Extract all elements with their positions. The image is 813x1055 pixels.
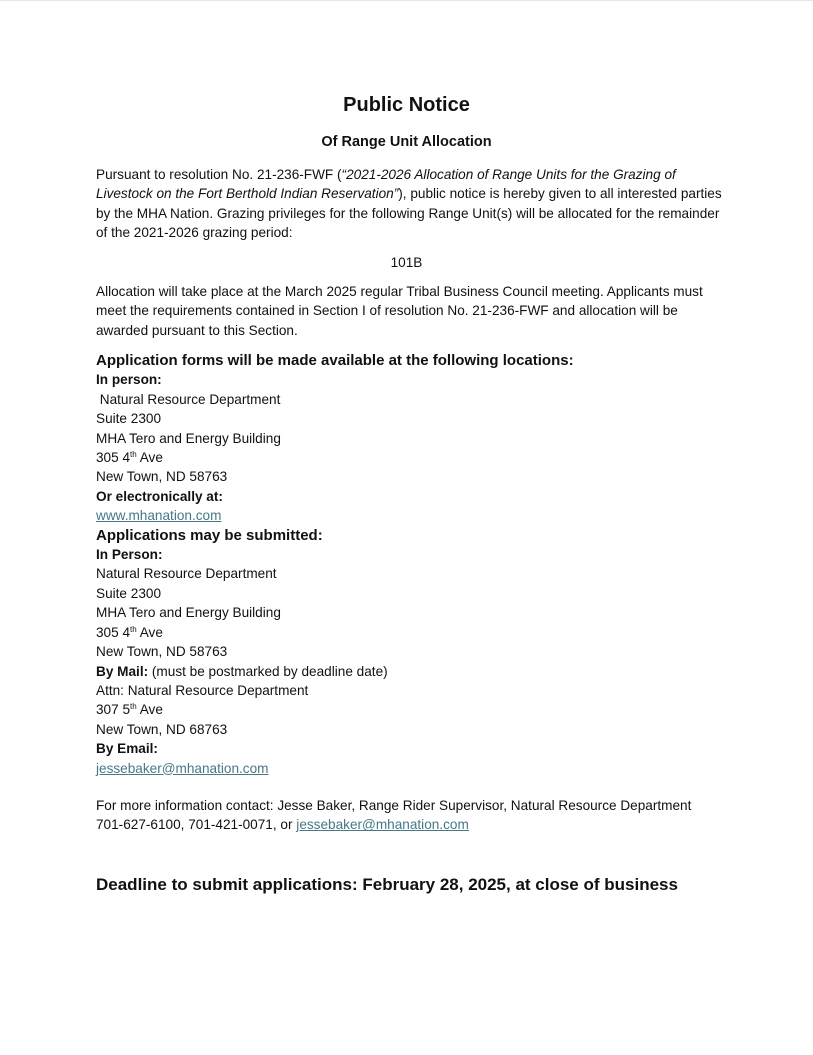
street-name: Ave <box>136 624 163 640</box>
mail-attn: Attn: Natural Resource Department <box>96 682 309 698</box>
deadline-notice: Deadline to submit applications: February 28, 2025, at close of business <box>96 875 678 894</box>
contact-email-link[interactable]: jessebaker@mhanation.com <box>296 817 469 833</box>
forms-city: New Town, ND 58763 <box>96 469 228 485</box>
in-person-label: In person: <box>96 372 162 388</box>
forms-section <box>96 351 726 778</box>
allocation-paragraph: Allocation will take place at the March 2025 regular Tribal Business Council meeting. Applicants must meet the requirements contained in Section I of resolution No. 21-236-FWF and allocation will be awarded pursuant to this Section. <box>96 284 703 338</box>
street-number: 307 5 <box>96 702 131 718</box>
forms-street <box>96 448 726 467</box>
street-name: Ave <box>136 450 163 466</box>
intro-text-continued: ), public notice is hereby given to all interested parties by the MHA Nation. Grazing privileges for the following Range Unit(s) will be allocated for the remainder of the 2021-2026 grazing period: <box>96 186 722 241</box>
page-title: Public Notice <box>343 94 470 116</box>
forms-heading: Application forms will be made available at the following locations: <box>96 352 574 369</box>
submit-city: New Town, ND 58763 <box>96 644 228 660</box>
street-suffix: th <box>130 702 137 712</box>
forms-dept: Natural Resource Department <box>96 391 281 407</box>
intro-paragraph <box>96 165 726 243</box>
page-subtitle: Of Range Unit Allocation <box>321 134 492 150</box>
page-top-border <box>0 0 813 1</box>
submit-in-person-label: In Person: <box>96 547 163 563</box>
mail-line <box>96 662 726 681</box>
street-number: 305 4 <box>96 624 131 640</box>
range-unit: 101B <box>390 255 423 270</box>
submit-suite: Suite 2300 <box>96 585 162 601</box>
email-label: By Email: <box>96 741 158 757</box>
forms-suite: Suite 2300 <box>96 411 162 427</box>
contact-paragraph <box>96 796 721 835</box>
submit-email-link[interactable]: jessebaker@mhanation.com <box>96 760 269 776</box>
submit-heading: Applications may be submitted: <box>96 526 323 544</box>
mail-street <box>96 700 726 719</box>
street-suffix: th <box>130 624 137 634</box>
street-name: Ave <box>136 702 163 718</box>
resolution-title: “2021-2026 Allocation of Range Units for the Grazing of Livestock on the Fort Berthold Indian Reservation” <box>96 167 676 202</box>
submit-dept: Natural Resource Department <box>96 566 277 582</box>
electronic-label: Or electronically at: <box>96 488 223 504</box>
submit-building: MHA Tero and Energy Building <box>96 605 281 621</box>
website-link[interactable]: www.mhanation.com <box>96 508 222 524</box>
street-number: 305 4 <box>96 450 131 466</box>
mail-city: New Town, ND 68763 <box>96 721 228 737</box>
submit-street <box>96 623 726 642</box>
mail-label: By Mail: <box>96 663 149 679</box>
intro-text: Pursuant to resolution No. 21-236-FWF ( <box>96 167 342 182</box>
contact-text: For more information contact: Jesse Baker, Range Rider Supervisor, Natural Resource Department 701-627-6100, 701-421-0071, or <box>96 798 692 833</box>
mail-note: (must be postmarked by deadline date) <box>148 663 388 679</box>
street-suffix: th <box>130 450 137 460</box>
forms-building: MHA Tero and Energy Building <box>96 430 281 446</box>
